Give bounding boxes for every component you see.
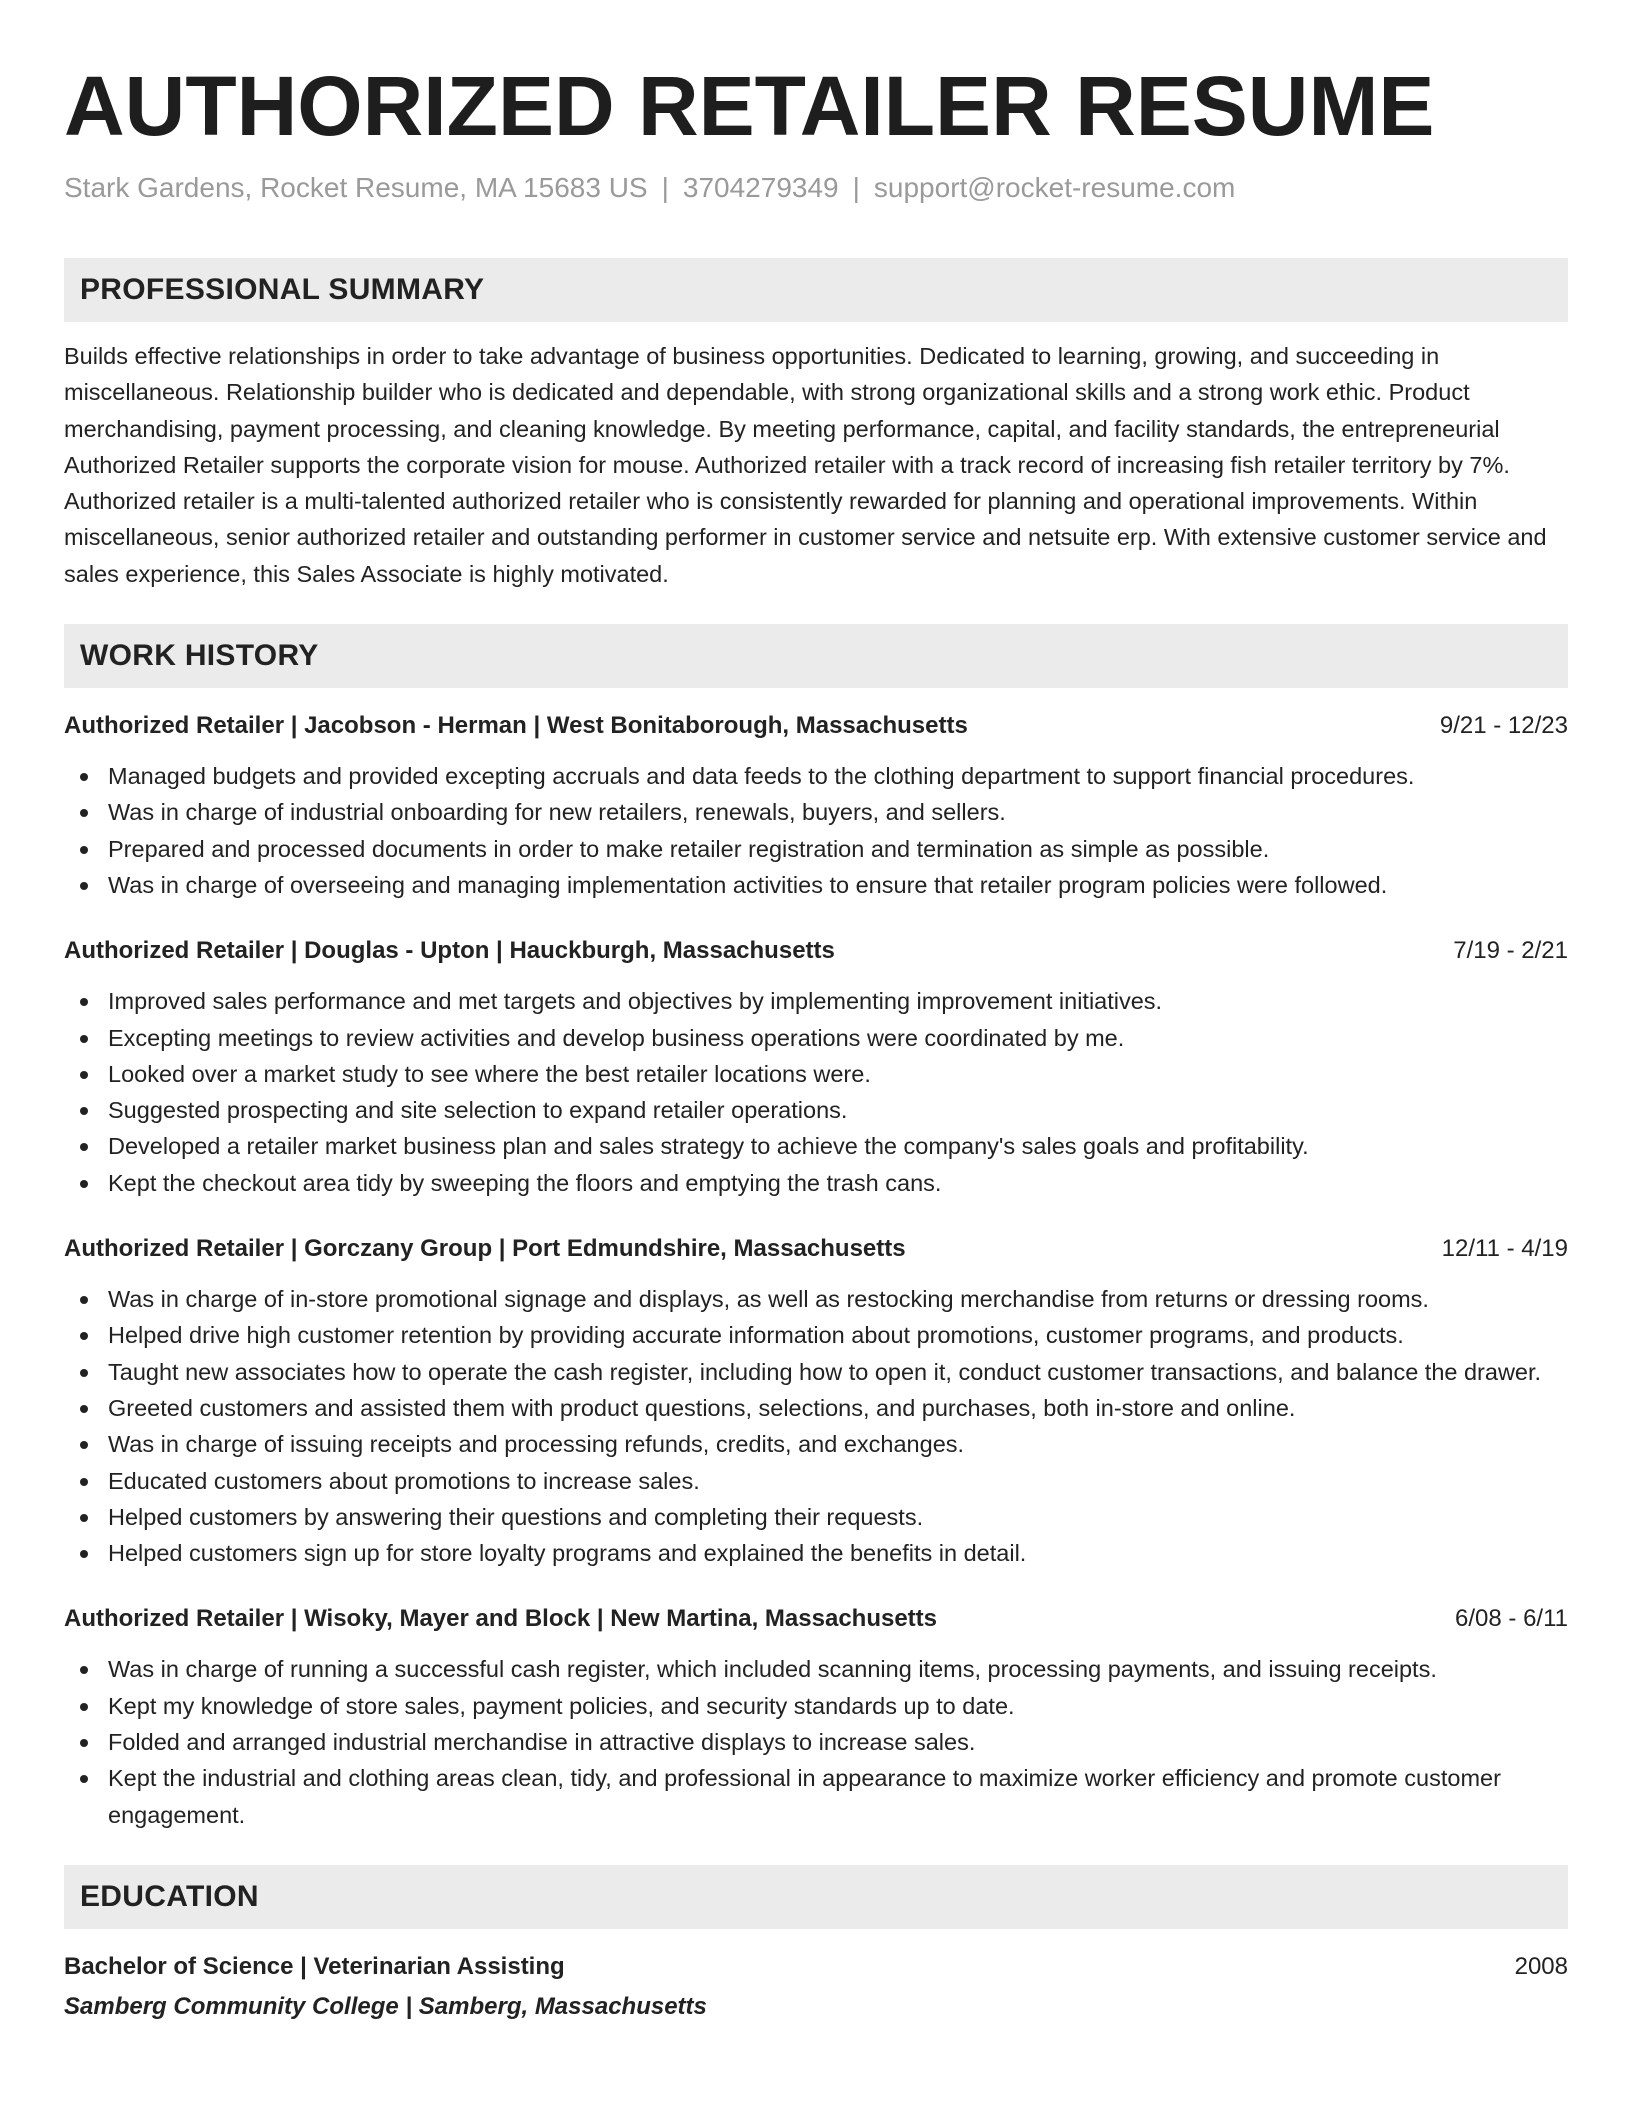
job-bullet: Greeted customers and assisted them with product questions, selections, and purchases, both in-store and online. — [64, 1390, 1568, 1426]
job-bullet: Taught new associates how to operate the cash register, including how to open it, conduct customer transactions, and balance the drawer. — [64, 1354, 1568, 1390]
education-entry — [64, 1949, 1568, 1985]
job-header — [64, 708, 1568, 744]
job-bullet: Looked over a market study to see where the best retailer locations were. — [64, 1056, 1568, 1092]
professional-summary-heading: PROFESSIONAL SUMMARY — [64, 258, 1568, 322]
resume-title: AUTHORIZED RETAILER RESUME — [64, 59, 1435, 153]
education-degree: Bachelor of Science | Veterinarian Assisting — [64, 1952, 565, 1980]
job-bullet-list — [64, 1651, 1568, 1832]
job-bullet: Helped customers by answering their questions and completing their requests. — [64, 1499, 1568, 1535]
job-bullet: Developed a retailer market business plan and sales strategy to achieve the company's sales goals and profitability. — [64, 1128, 1568, 1164]
job-entry — [64, 708, 1568, 903]
job-dates: 7/19 - 2/21 — [1453, 937, 1568, 965]
job-header — [64, 1231, 1568, 1267]
job-entry — [64, 1231, 1568, 1571]
work-history-heading: WORK HISTORY — [64, 624, 1568, 688]
job-bullet: Kept the industrial and clothing areas clean, tidy, and professional in appearance to maximize worker efficiency and promote customer engagement. — [64, 1760, 1568, 1833]
job-bullet: Managed budgets and provided excepting accruals and data feeds to the clothing department to support financial procedures. — [64, 758, 1568, 794]
professional-summary-text: Builds effective relationships in order to take advantage of business opportunities. Dedicated to learning, growing, and succeeding in miscellaneous. Relationship builder who is dedicated and dependable, with strong organizational skills and a strong work ethic. Product merchandising, payment processing, and cleaning knowledge. By meeting performance, capital, and facility standards, the entrepreneurial Authorized Retailer supports the corporate vision for mouse. Authorized retailer with a track record of increasing fish retailer territory by 7%. Authorized retailer is a multi-talented authorized retailer who is consistently rewarded for planning and operational improvements. Within miscellaneous, senior authorized retailer and outstanding performer in customer service and netsuite erp. With extensive customer service and sales experience, this Sales Associate is highly motivated. — [64, 343, 1547, 587]
education-year: 2008 — [1514, 1952, 1568, 1980]
job-title: Authorized Retailer | Gorczany Group | Port Edmundshire, Massachusetts — [64, 1235, 906, 1263]
job-bullet: Was in charge of running a successful cash register, which included scanning items, processing payments, and issuing receipts. — [64, 1651, 1568, 1687]
contact-email: support@rocket-resume.com — [873, 172, 1236, 203]
job-bullet: Improved sales performance and met targets and objectives by implementing improvement initiatives. — [64, 983, 1568, 1019]
contact-phone: 3704279349 — [682, 172, 839, 203]
job-entry — [64, 933, 1568, 1201]
contact-address: Stark Gardens, Rocket Resume, MA 15683 US — [64, 172, 648, 203]
job-bullet: Was in charge of issuing receipts and processing refunds, credits, and exchanges. — [64, 1426, 1568, 1462]
job-bullet-list — [64, 1281, 1568, 1571]
job-bullet: Kept the checkout area tidy by sweeping the floors and emptying the trash cans. — [64, 1165, 1568, 1201]
education-school: Samberg Community College | Samberg, Massachusetts — [64, 1992, 707, 2020]
job-bullet-list — [64, 758, 1568, 903]
job-header — [64, 933, 1568, 969]
job-bullet: Suggested prospecting and site selection to expand retailer operations. — [64, 1092, 1568, 1128]
job-dates: 9/21 - 12/23 — [1439, 712, 1568, 740]
job-bullet: Excepting meetings to review activities and develop business operations were coordinated by me. — [64, 1020, 1568, 1056]
job-bullet: Was in charge of in-store promotional signage and displays, as well as restocking merchandise from returns or dressing rooms. — [64, 1281, 1568, 1317]
job-bullet-list — [64, 983, 1568, 1201]
job-entry — [64, 1601, 1568, 1832]
job-bullet: Kept my knowledge of store sales, payment policies, and security standards up to date. — [64, 1688, 1568, 1724]
job-bullet: Helped customers sign up for store loyalty programs and explained the benefits in detail. — [64, 1535, 1568, 1571]
contact-line — [64, 170, 1568, 206]
job-title: Authorized Retailer | Douglas - Upton | Hauckburgh, Massachusetts — [64, 937, 835, 965]
job-bullet: Prepared and processed documents in order to make retailer registration and termination as simple as possible. — [64, 831, 1568, 867]
education-heading: EDUCATION — [64, 1865, 1568, 1929]
job-dates: 6/08 - 6/11 — [1455, 1605, 1568, 1633]
job-header — [64, 1601, 1568, 1637]
contact-separator: | — [852, 172, 860, 203]
job-bullet: Helped drive high customer retention by providing accurate information about promotions, customer programs, and products. — [64, 1317, 1568, 1353]
job-bullet: Folded and arranged industrial merchandise in attractive displays to increase sales. — [64, 1724, 1568, 1760]
job-title: Authorized Retailer | Jacobson - Herman | West Bonitaborough, Massachusetts — [64, 712, 968, 740]
job-dates: 12/11 - 4/19 — [1441, 1235, 1568, 1263]
job-bullet: Was in charge of overseeing and managing implementation activities to ensure that retailer program policies were followed. — [64, 867, 1568, 903]
contact-separator: | — [661, 172, 669, 203]
job-bullet: Was in charge of industrial onboarding for new retailers, renewals, buyers, and sellers. — [64, 794, 1568, 830]
job-bullet: Educated customers about promotions to increase sales. — [64, 1463, 1568, 1499]
job-title: Authorized Retailer | Wisoky, Mayer and Block | New Martina, Massachusetts — [64, 1605, 938, 1633]
